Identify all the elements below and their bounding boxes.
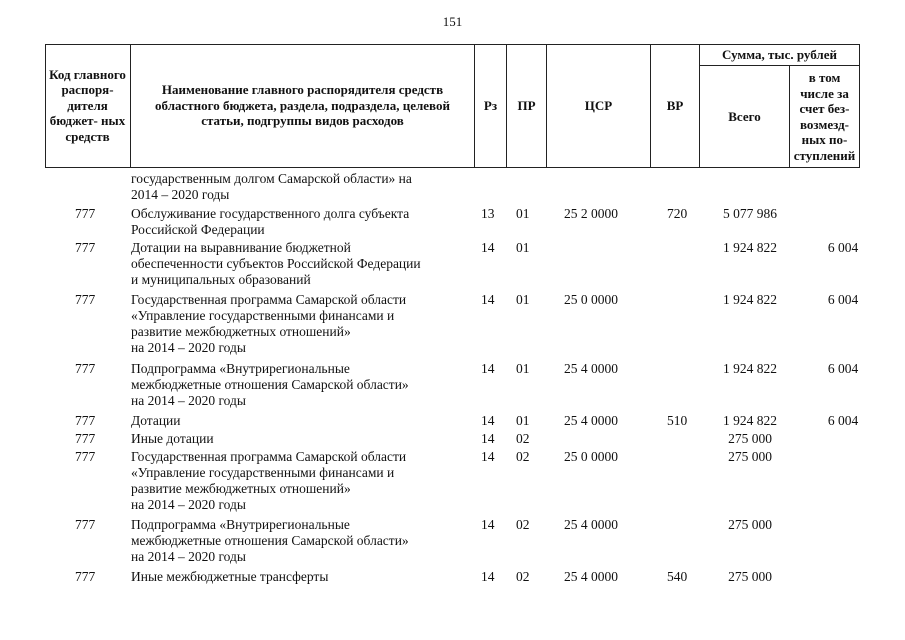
row-total: 1 924 822	[723, 361, 777, 376]
row-name	[131, 413, 181, 429]
row-total: 5 077 986	[723, 206, 777, 221]
row-name-line: «Управление государственными финансами и	[131, 308, 395, 323]
row-name	[131, 431, 214, 447]
row-rz: 14	[481, 569, 495, 584]
header-code: Код главного распоря- дителя бюджет- ных средств	[45, 44, 131, 168]
row-name	[131, 361, 409, 409]
row-pr: 01	[516, 361, 530, 376]
row-pr: 01	[516, 240, 530, 255]
header-csr: ЦСР	[547, 44, 651, 168]
row-code: 777	[75, 413, 96, 428]
row-name-line: Подпрограмма «Внутрирегиональные	[131, 361, 350, 376]
row-name-line: «Управление государственными финансами и	[131, 465, 395, 480]
row-name-line: межбюджетные отношения Самарской области»	[131, 377, 409, 392]
row-csr: 25 0 0000	[564, 292, 618, 307]
row-code: 777	[75, 569, 96, 584]
row-rz: 14	[481, 292, 495, 307]
row-pr: 02	[516, 431, 530, 446]
row-name	[131, 449, 406, 513]
header-free: в том числе за счет без- возмезд- ных по- ступлений	[790, 66, 860, 168]
row-name-line: развитие межбюджетных отношений»	[131, 481, 351, 496]
row-pr: 01	[516, 206, 530, 221]
row-free: 6 004	[827, 361, 859, 376]
row-pr: 02	[516, 569, 530, 584]
row-name-line: государственным долгом Самарской области» на	[131, 171, 412, 186]
row-name	[131, 171, 412, 203]
row-name-line: Российской Федерации	[131, 222, 265, 237]
row-name-line: Дотации на выравнивание бюджетной	[131, 240, 351, 255]
row-vr: 510	[667, 413, 688, 428]
row-name-line: Дотации	[131, 413, 181, 428]
row-free: 6 004	[827, 413, 859, 428]
header-name: Наименование главного распорядителя средств областного бюджета, раздела, подраздела, целевой статьи, подгруппы видов расходов	[131, 44, 475, 168]
row-vr: 720	[667, 206, 688, 221]
row-name-line: на 2014 – 2020 годы	[131, 497, 246, 512]
row-name-line: и муниципальных образований	[131, 272, 311, 287]
row-rz: 14	[481, 240, 495, 255]
header-pr: ПР	[507, 44, 547, 168]
row-code: 777	[75, 449, 96, 464]
row-csr: 25 4 0000	[564, 569, 618, 584]
row-code: 777	[75, 517, 96, 532]
row-code: 777	[75, 292, 96, 307]
row-name-line: на 2014 – 2020 годы	[131, 340, 246, 355]
row-name-line: на 2014 – 2020 годы	[131, 549, 246, 564]
row-name	[131, 517, 409, 565]
row-csr: 25 4 0000	[564, 361, 618, 376]
row-rz: 14	[481, 413, 495, 428]
row-total: 275 000	[728, 569, 772, 584]
header-total: Всего	[700, 66, 790, 168]
row-pr: 01	[516, 292, 530, 307]
row-total: 1 924 822	[723, 413, 777, 428]
row-name-line: Обслуживание государственного долга субъекта	[131, 206, 410, 221]
row-vr: 540	[667, 569, 688, 584]
row-rz: 13	[481, 206, 495, 221]
row-csr: 25 4 0000	[564, 413, 618, 428]
row-name-line: 2014 – 2020 годы	[131, 187, 230, 202]
row-code: 777	[75, 240, 96, 255]
row-name-line: Иные межбюджетные трансферты	[131, 569, 329, 584]
row-code: 777	[75, 431, 96, 446]
row-csr: 25 2 0000	[564, 206, 618, 221]
row-total: 275 000	[728, 449, 772, 464]
row-csr: 25 0 0000	[564, 449, 618, 464]
row-pr: 01	[516, 413, 530, 428]
row-rz: 14	[481, 431, 495, 446]
row-name-line: на 2014 – 2020 годы	[131, 393, 246, 408]
row-total: 275 000	[728, 431, 772, 446]
row-total: 1 924 822	[723, 292, 777, 307]
row-free: 6 004	[827, 240, 859, 255]
row-code: 777	[75, 361, 96, 376]
row-name	[131, 292, 406, 356]
row-csr: 25 4 0000	[564, 517, 618, 532]
row-pr: 02	[516, 517, 530, 532]
row-name-line: Государственная программа Самарской области	[131, 292, 407, 307]
page-number: 151	[442, 14, 463, 29]
row-total: 275 000	[728, 517, 772, 532]
row-name-line: межбюджетные отношения Самарской области»	[131, 533, 409, 548]
row-code: 777	[75, 206, 96, 221]
row-pr: 02	[516, 449, 530, 464]
row-name	[131, 240, 421, 288]
row-rz: 14	[481, 361, 495, 376]
row-name-line: Государственная программа Самарской области	[131, 449, 407, 464]
row-rz: 14	[481, 517, 495, 532]
row-name-line: развитие межбюджетных отношений»	[131, 324, 351, 339]
table-header	[45, 44, 860, 168]
row-name-line: обеспеченности субъектов Российской Федерации	[131, 256, 421, 271]
row-name	[131, 206, 409, 238]
row-rz: 14	[481, 449, 495, 464]
header-sum: Сумма, тыс. рублей	[700, 44, 860, 66]
row-total: 1 924 822	[723, 240, 777, 255]
row-free: 6 004	[827, 292, 859, 307]
header-vr: ВР	[651, 44, 700, 168]
row-name-line: Иные дотации	[131, 431, 214, 446]
row-name	[131, 569, 328, 585]
header-rz: Рз	[475, 44, 507, 168]
row-name-line: Подпрограмма «Внутрирегиональные	[131, 517, 350, 532]
